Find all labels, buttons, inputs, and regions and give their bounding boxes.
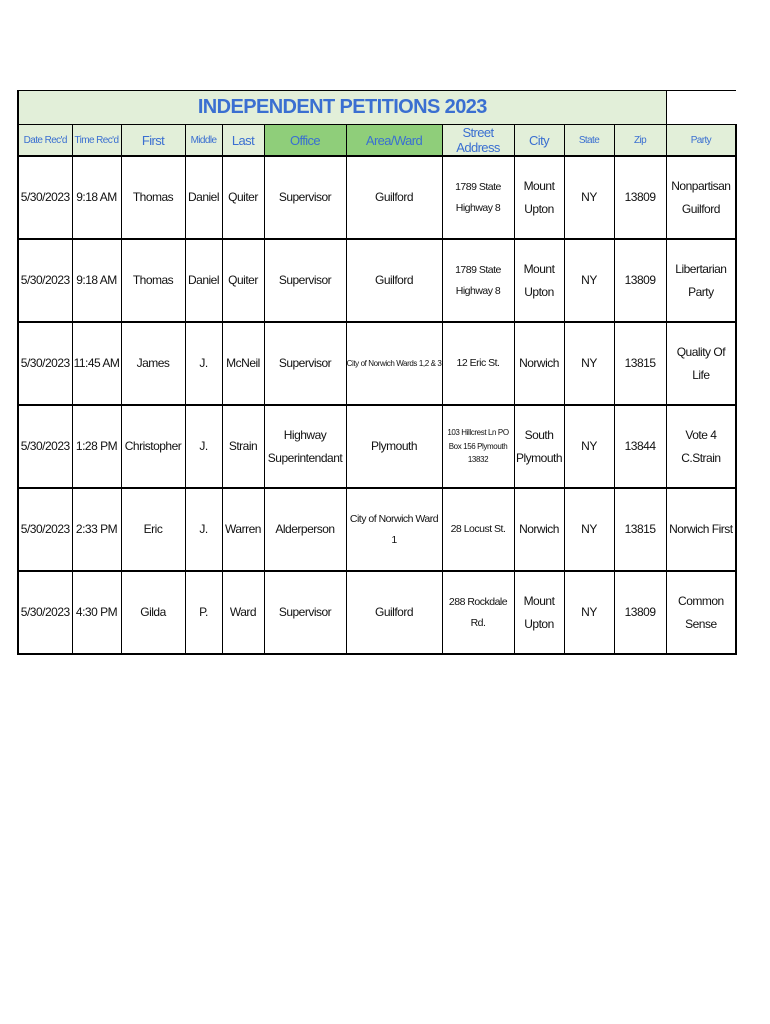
cell-time: 9:18 AM [72,239,121,322]
cell-date: 5/30/2023 [18,405,72,488]
header-street-address: Street Address [442,125,514,157]
table-row [18,156,736,239]
header-date-recd: Date Rec'd [18,125,72,157]
cell-area: City of Norwich Wards 1,2 & 3 [346,322,442,405]
cell-last: Quiter [222,156,264,239]
header-middle: Middle [185,125,222,157]
cell-area: Plymouth [346,405,442,488]
header-last: Last [222,125,264,157]
cell-address: 103 Hillcrest Ln PO Box 156 Plymouth 13832 [442,405,514,488]
cell-last: Ward [222,571,264,654]
header-state: State [564,125,614,157]
cell-first: Thomas [121,156,185,239]
cell-city: Mount Upton [514,156,564,239]
table-row [18,322,736,405]
petitions-table [17,90,737,655]
cell-office: Supervisor [264,156,346,239]
cell-time: 1:28 PM [72,405,121,488]
cell-first: Christopher [121,405,185,488]
cell-address: 28 Locust St. [442,488,514,571]
title-empty-cell [666,91,736,125]
table-row [18,488,736,571]
cell-party: Libertarian Party [666,239,736,322]
cell-middle: J. [185,322,222,405]
title-row [18,91,736,125]
cell-last: McNeil [222,322,264,405]
cell-last: Warren [222,488,264,571]
cell-zip: 13809 [614,239,666,322]
sheet-title: INDEPENDENT PETITIONS 2023 [18,91,666,125]
header-zip: Zip [614,125,666,157]
cell-zip: 13809 [614,571,666,654]
cell-date: 5/30/2023 [18,488,72,571]
cell-first: Thomas [121,239,185,322]
cell-city: Mount Upton [514,571,564,654]
header-first: First [121,125,185,157]
cell-zip: 13815 [614,488,666,571]
table-row [18,405,736,488]
header-row [18,125,736,157]
cell-area: Guilford [346,239,442,322]
cell-party: Nonpartisan Guilford [666,156,736,239]
cell-address: 1789 State Highway 8 [442,156,514,239]
cell-last: Strain [222,405,264,488]
cell-zip: 13809 [614,156,666,239]
cell-state: NY [564,571,614,654]
cell-area: Guilford [346,571,442,654]
header-office: Office [264,125,346,157]
header-city: City [514,125,564,157]
cell-date: 5/30/2023 [18,571,72,654]
cell-middle: P. [185,571,222,654]
table-row [18,571,736,654]
cell-time: 11:45 AM [72,322,121,405]
cell-middle: J. [185,488,222,571]
table-row [18,239,736,322]
header-area-ward: Area/Ward [346,125,442,157]
cell-area: City of Norwich Ward 1 [346,488,442,571]
cell-zip: 13844 [614,405,666,488]
cell-city: South Plymouth [514,405,564,488]
cell-middle: J. [185,405,222,488]
cell-state: NY [564,156,614,239]
cell-party: Common Sense [666,571,736,654]
cell-office: Supervisor [264,571,346,654]
header-time-recd: Time Rec'd [72,125,121,157]
cell-date: 5/30/2023 [18,239,72,322]
cell-state: NY [564,239,614,322]
cell-date: 5/30/2023 [18,322,72,405]
cell-time: 2:33 PM [72,488,121,571]
cell-office: Supervisor [264,322,346,405]
cell-city: Norwich [514,322,564,405]
cell-first: Gilda [121,571,185,654]
cell-state: NY [564,488,614,571]
cell-state: NY [564,405,614,488]
cell-time: 9:18 AM [72,156,121,239]
cell-state: NY [564,322,614,405]
cell-city: Mount Upton [514,239,564,322]
cell-middle: Daniel [185,239,222,322]
cell-zip: 13815 [614,322,666,405]
cell-party: Vote 4 C.Strain [666,405,736,488]
cell-party: Norwich First [666,488,736,571]
cell-office: Alderperson [264,488,346,571]
cell-first: James [121,322,185,405]
cell-date: 5/30/2023 [18,156,72,239]
cell-time: 4:30 PM [72,571,121,654]
header-party: Party [666,125,736,157]
cell-office: Supervisor [264,239,346,322]
cell-party: Quality Of Life [666,322,736,405]
cell-area: Guilford [346,156,442,239]
cell-last: Quiter [222,239,264,322]
cell-city: Norwich [514,488,564,571]
cell-first: Eric [121,488,185,571]
cell-office: Highway Superintendant [264,405,346,488]
cell-address: 1789 State Highway 8 [442,239,514,322]
cell-address: 288 Rockdale Rd. [442,571,514,654]
cell-middle: Daniel [185,156,222,239]
cell-address: 12 Eric St. [442,322,514,405]
